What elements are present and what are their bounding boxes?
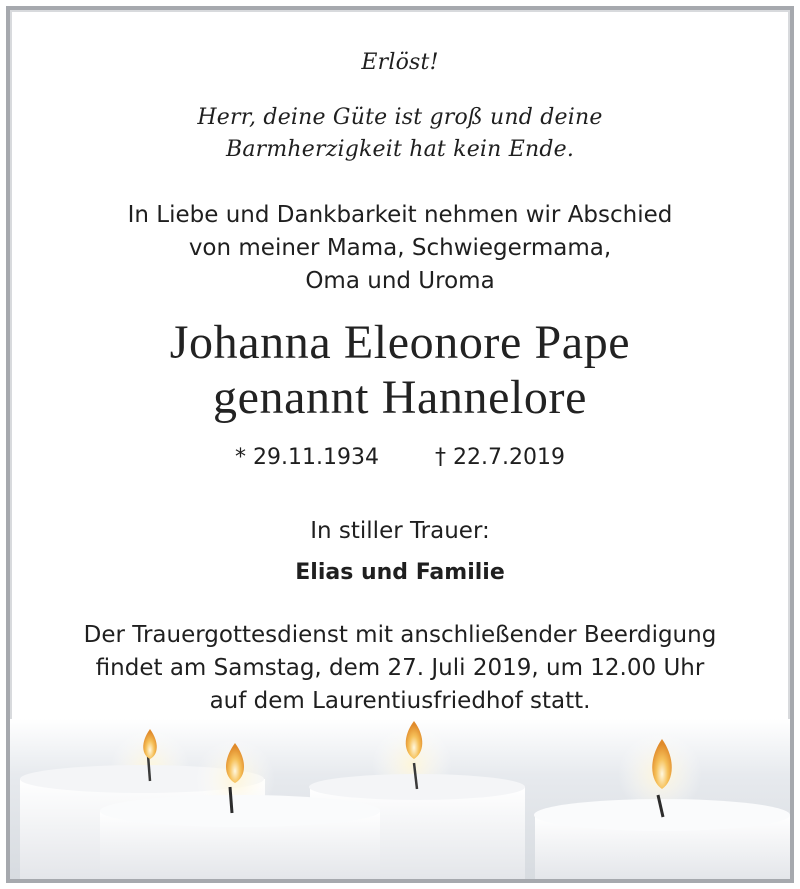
deceased-alias: genannt Hannelore <box>212 371 588 424</box>
intro-line-3: Oma und Uroma <box>305 268 495 294</box>
candles-illustration <box>10 719 790 879</box>
obituary-notice <box>6 6 794 883</box>
birth-date: * 29.11.1934 <box>235 445 379 470</box>
service-line-1: Der Trauergottesdienst mit anschließender Beerdigung <box>83 622 717 648</box>
death-date: † 22.7.2019 <box>435 445 565 470</box>
intro-line-1: In Liebe und Dankbarkeit nehmen wir Abschied <box>127 202 673 228</box>
life-dates <box>10 445 790 470</box>
intro-line-2: von meiner Mama, Schwiegermama, <box>188 235 612 261</box>
service-line-3: auf dem Laurentiusfriedhof statt. <box>209 688 591 714</box>
mourners-names: Elias und Familie <box>295 560 505 585</box>
verse-title: Erlöst! <box>361 50 439 75</box>
deceased-name: Johanna Eleonore Pape <box>169 316 631 369</box>
mourners-label: In stiller Trauer: <box>310 518 490 544</box>
verse-line-2: Barmherzigkeit hat kein Ende. <box>225 137 575 162</box>
service-line-2: findet am Samstag, dem 27. Juli 2019, um 12.00 Uhr <box>95 655 705 681</box>
verse-line-1: Herr, deine Güte ist groß und deine <box>197 105 603 130</box>
